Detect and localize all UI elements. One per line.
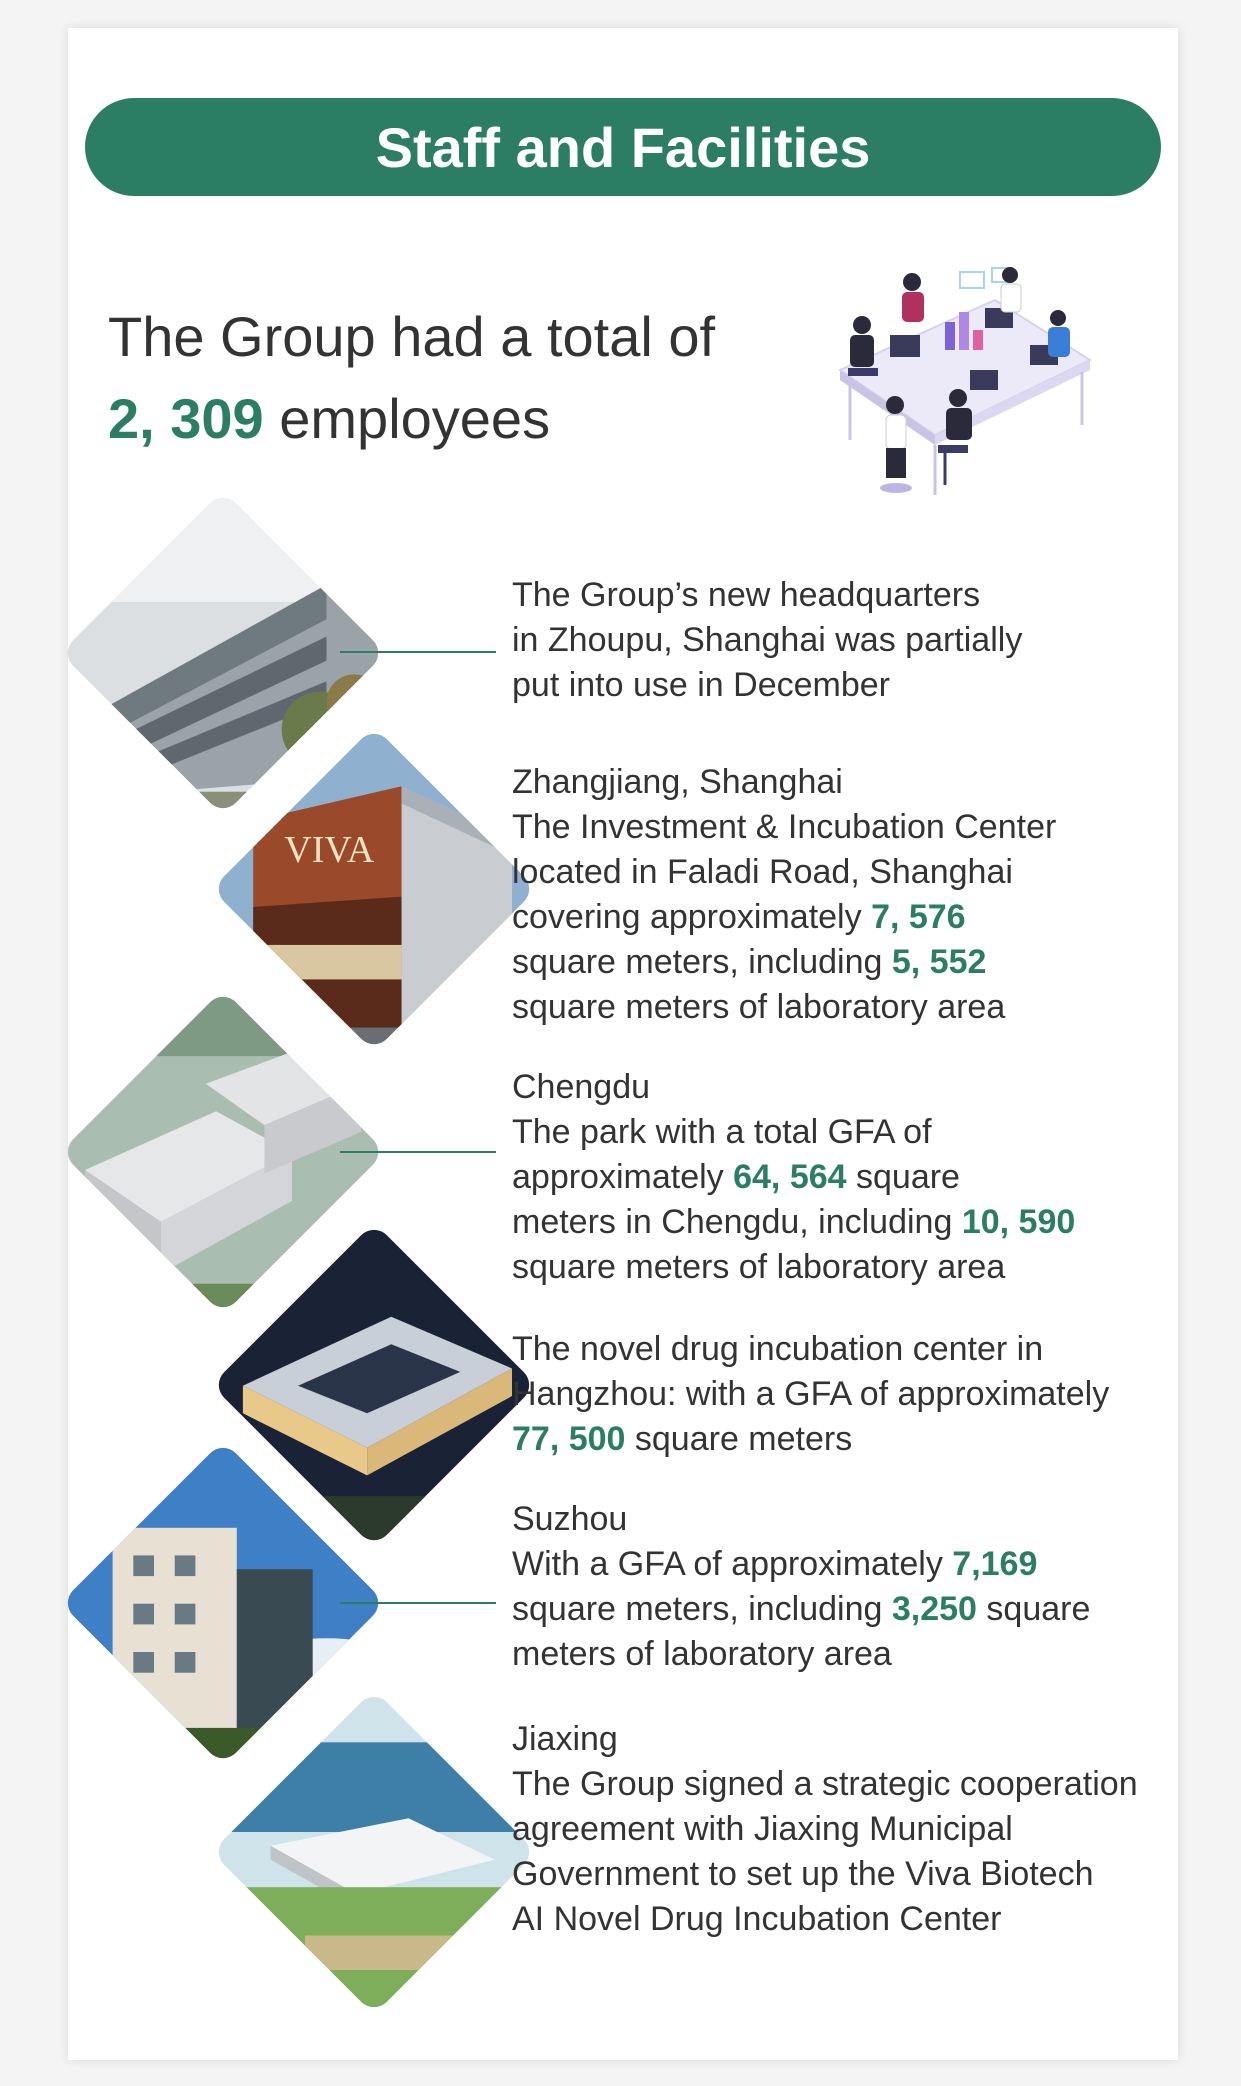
employee-intro: The Group had a total of — [108, 305, 716, 368]
facility-heading: Suzhou — [512, 1500, 628, 1538]
text-segment: square meters, including — [512, 943, 892, 981]
gfa-value: 7,169 — [952, 1545, 1038, 1583]
facility-heading: Chengdu — [512, 1068, 651, 1106]
employee-count-line — [108, 378, 715, 460]
facility-line: The Group’s new headquarters — [512, 576, 981, 614]
viva-sign: VIVA — [284, 828, 375, 871]
text-segment: With a GFA of approximately — [512, 1545, 953, 1583]
facility-line — [512, 1587, 1172, 1632]
employee-count: 2, 309 — [108, 387, 264, 450]
gfa-value: 64, 564 — [733, 1158, 847, 1196]
text-segment: meters in Chengdu, including — [512, 1203, 962, 1241]
text-segment: square meters, including — [512, 1590, 892, 1628]
facility-line: located in Faladi Road, Shanghai — [512, 853, 1013, 891]
facility-headquarters-text — [512, 573, 1172, 708]
facility-line — [512, 1417, 1172, 1462]
lab-area-value: 10, 590 — [961, 1203, 1076, 1241]
text-segment: approximately — [512, 1158, 734, 1196]
facility-jiaxing-text — [512, 1717, 1172, 1942]
lab-area-value: 5, 552 — [891, 943, 987, 981]
text-segment: square — [976, 1590, 1091, 1628]
facility-hangzhou-text — [512, 1327, 1172, 1462]
facility-line: square meters of laboratory area — [512, 1248, 1006, 1286]
employee-suffix: employees — [279, 387, 551, 450]
facility-line: The park with a total GFA of — [512, 1113, 932, 1151]
facility-line — [512, 1542, 1172, 1587]
facility-heading: Jiaxing — [512, 1720, 618, 1758]
facility-line: The novel drug incubation center in — [512, 1330, 1044, 1368]
section-title-banner — [85, 98, 1161, 196]
facility-line — [512, 940, 1172, 985]
text-segment: square — [846, 1158, 960, 1196]
facility-line: Hangzhou: with a GFA of approximately — [512, 1375, 1110, 1413]
facility-line: square meters of laboratory area — [512, 988, 1006, 1026]
facility-line — [512, 895, 1172, 940]
area-value: 7, 576 — [871, 898, 966, 936]
text-segment: covering approximately — [512, 898, 872, 936]
facility-line: meters of laboratory area — [512, 1635, 892, 1673]
facility-chengdu-text — [512, 1065, 1172, 1290]
facility-line: Government to set up the Viva Biotech — [512, 1855, 1094, 1893]
section-title: Staff and Facilities — [375, 115, 871, 179]
gfa-value: 77, 500 — [512, 1420, 626, 1458]
connector-line — [340, 1602, 496, 1604]
facility-line — [512, 1200, 1172, 1245]
employee-summary — [108, 296, 715, 460]
facility-line: AI Novel Drug Incubation Center — [512, 1900, 1002, 1938]
lab-area-value: 3,250 — [891, 1590, 977, 1628]
office-team-illustration — [820, 250, 1110, 510]
facility-heading: Zhangjiang, Shanghai — [512, 763, 843, 801]
facility-line: put into use in December — [512, 666, 890, 704]
facility-line: in Zhoupu, Shanghai was partially — [512, 621, 1023, 659]
facility-suzhou-text — [512, 1497, 1172, 1677]
facility-line: The Group signed a strategic cooperation — [512, 1765, 1138, 1803]
facility-zhangjiang-text — [512, 760, 1172, 1030]
facility-line: The Investment & Incubation Center — [512, 808, 1057, 846]
facility-line: agreement with Jiaxing Municipal — [512, 1810, 1013, 1848]
facility-line — [512, 1155, 1172, 1200]
connector-line — [340, 1151, 496, 1153]
text-segment: square meters — [625, 1420, 853, 1458]
connector-line — [340, 651, 496, 653]
